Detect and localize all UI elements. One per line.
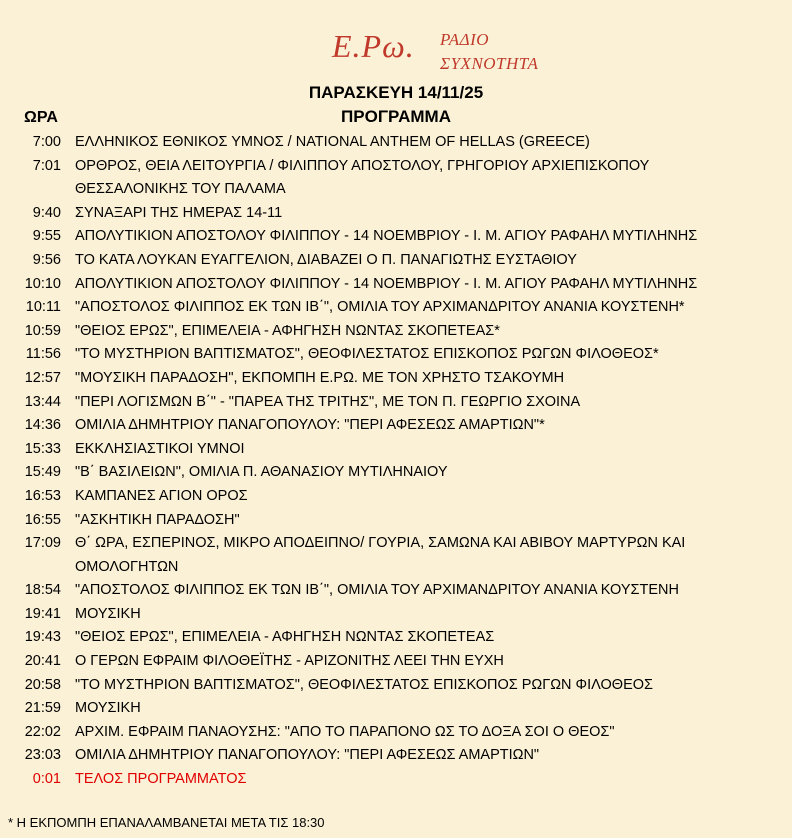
schedule-row <box>0 225 792 249</box>
schedule-time: 9:40 <box>32 204 61 221</box>
schedule-time: 23:03 <box>24 747 61 764</box>
schedule-row <box>0 343 792 367</box>
schedule-time: 20:58 <box>24 676 61 693</box>
schedule-program: ΑΠΟΛΥΤΙΚΙΟΝ ΑΠΟΣΤΟΛΟΥ ΦΙΛΙΠΠΟΥ - 14 ΝΟΕΜΒΡΙΟΥ - Ι. Μ. ΑΓΙΟΥ ΡΑΦΑΗΛ ΜΥΤΙΛΗΝΗΣ <box>75 228 698 245</box>
schedule-program: ΤΟ ΚΑΤΑ ΛΟΥΚΑΝ ΕΥΑΓΓΕΛΙΟΝ, ΔΙΑΒΑΖΕΙ Ο Π. ΠΑΝΑΓΙΩΤΗΣ ΕΥΣΤΑΘΙΟΥ <box>75 251 577 268</box>
schedule-time: 10:10 <box>24 275 61 292</box>
schedule-program: ΟΜΙΛΙΑ ΔΗΜΗΤΡΙΟΥ ΠΑΝΑΓΟΠΟΥΛΟΥ: "ΠΕΡΙ ΑΦΕΣΕΩΣ ΑΜΑΡΤΙΩΝ"* <box>75 417 545 434</box>
schedule-row <box>0 721 792 745</box>
schedule-program: "ΘΕΙΟΣ ΕΡΩΣ", ΕΠΙΜΕΛΕΙΑ - ΑΦΗΓΗΣΗ ΝΩΝΤΑΣ ΣΚΟΠΕΤΕΑΣ <box>75 629 495 646</box>
schedule-program: Θ΄ ΩΡΑ, ΕΣΠΕΡΙΝΟΣ, ΜΙΚΡΟ ΑΠΟΔΕΙΠΝΟ/ ΓΟΥΡΙΑ, ΣΑΜΩΝΑ ΚΑΙ ΑΒΙΒΟΥ ΜΑΡΤΥΡΩΝ ΚΑΙ ΟΜΟΛΟΓΗΤΩΝ <box>75 535 686 575</box>
schedule-program: "ΘΕΙΟΣ ΕΡΩΣ", ΕΠΙΜΕΛΕΙΑ - ΑΦΗΓΗΣΗ ΝΩΝΤΑΣ ΣΚΟΠΕΤΕΑΣ* <box>75 322 500 339</box>
schedule-time: 13:44 <box>24 393 61 410</box>
schedule-row <box>0 155 792 202</box>
logo-tag-line-2: ΣΥΧΝΟΤΗΤΑ <box>440 54 539 73</box>
logo-tag-line-1: ΡΑΔΙΟ <box>440 30 490 49</box>
schedule-time: 22:02 <box>24 723 61 740</box>
page-title: ΠΡΟΓΡΑΜΜΑ <box>340 107 451 126</box>
schedule-time: 17:09 <box>24 535 61 552</box>
schedule-row <box>0 626 792 650</box>
schedule-time: 11:56 <box>25 346 61 363</box>
schedule-time: 7:01 <box>32 157 61 174</box>
schedule-row <box>0 768 792 792</box>
schedule-program: ΟΜΙΛΙΑ ΔΗΜΗΤΡΙΟΥ ΠΑΝΑΓΟΠΟΥΛΟΥ: "ΠΕΡΙ ΑΦΕΣΕΩΣ ΑΜΑΡΤΙΩΝ" <box>75 747 540 764</box>
schedule-row <box>0 438 792 462</box>
schedule-row <box>0 485 792 509</box>
schedule-time: 16:55 <box>24 511 61 528</box>
schedule-row <box>0 249 792 273</box>
schedule-row <box>0 744 792 768</box>
schedule-time: 19:43 <box>24 629 61 646</box>
schedule-row <box>0 296 792 320</box>
schedule-row <box>0 131 792 155</box>
schedule-program: "ΤΟ ΜΥΣΤΗΡΙΟΝ ΒΑΠΤΙΣΜΑΤΟΣ", ΘΕΟΦΙΛΕΣΤΑΤΟΣ ΕΠΙΣΚΟΠΟΣ ΡΩΓΩΝ ΦΙΛΟΘΕΟΣ <box>75 676 654 693</box>
schedule-time: 21:59 <box>24 700 61 717</box>
schedule-time: 15:33 <box>24 440 61 457</box>
schedule-time: 0:01 <box>32 771 61 788</box>
schedule-list <box>0 131 792 792</box>
schedule-program: ΤΕΛΟΣ ΠΡΟΓΡΑΜΜΑΤΟΣ <box>75 771 247 788</box>
schedule-time: 16:53 <box>24 487 61 504</box>
schedule-row <box>0 320 792 344</box>
schedule-time: 9:55 <box>32 228 61 245</box>
schedule-time: 19:41 <box>24 605 61 622</box>
logo-mark: Ε.Ρω. <box>332 28 415 64</box>
schedule-row <box>0 273 792 297</box>
schedule-program: "Β΄ ΒΑΣΙΛΕΙΩΝ", ΟΜΙΛΙΑ Π. ΑΘΑΝΑΣΙΟΥ ΜΥΤΙΛΗΝΑΙΟΥ <box>75 464 448 481</box>
schedule-row <box>0 532 792 579</box>
schedule-time: 14:36 <box>24 417 61 434</box>
schedule-program: "ΠΕΡΙ ΛΟΓΙΣΜΩΝ Β΄" - "ΠΑΡΕΑ ΤΗΣ ΤΡΙΤΗΣ", ΜΕ ΤΟΝ Π. ΓΕΩΡΓΙΟ ΣΧΟΙΝΑ <box>75 393 581 410</box>
schedule-row <box>0 391 792 415</box>
schedule-row <box>0 461 792 485</box>
schedule-row <box>0 509 792 533</box>
schedule-program: "ΑΠΟΣΤΟΛΟΣ ΦΙΛΙΠΠΟΣ ΕΚ ΤΩΝ ΙΒ΄", ΟΜΙΛΙΑ ΤΟΥ ΑΡΧΙΜΑΝΔΡΙΤΟΥ ΑΝΑΝΙΑ ΚΟΥΣΤΕΝΗ <box>75 582 679 599</box>
schedule-program: ΜΟΥΣΙΚΗ <box>75 605 141 622</box>
schedule-program: ΟΡΘΡΟΣ, ΘΕΙΑ ΛΕΙΤΟΥΡΓΙΑ / ΦΙΛΙΠΠΟΥ ΑΠΟΣΤΟΛΟΥ, ΓΡΗΓΟΡΙΟΥ ΑΡΧΙΕΠΙΣΚΟΠΟΥ ΘΕΣΣΑΛΟΝΙΚΗΣ ΤΟΥ ΠΑΛΑΜΑ <box>75 157 650 198</box>
schedule-time: 12:57 <box>24 369 61 386</box>
schedule-program: "ΜΟΥΣΙΚΗ ΠΑΡΑΔΟΣΗ", ΕΚΠΟΜΠΗ Ε.ΡΩ. ΜΕ ΤΟΝ ΧΡΗΣΤΟ ΤΣΑΚΟΥΜΗ <box>75 369 565 386</box>
schedule-program: ΚΑΜΠΑΝΕΣ ΑΓΙΟΝ ΟΡΟΣ <box>75 487 248 504</box>
schedule-program: ΜΟΥΣΙΚΗ <box>75 700 141 717</box>
schedule-row <box>0 603 792 627</box>
schedule-row <box>0 650 792 674</box>
schedule-time: 7:00 <box>32 134 61 150</box>
schedule-row <box>0 367 792 391</box>
schedule-time: 18:54 <box>24 582 61 599</box>
schedule-date: ΠΑΡΑΣΚΕΥΗ 14/11/25 <box>308 83 484 102</box>
schedule-time: 20:41 <box>24 653 61 670</box>
schedule-program: ΑΡΧΙΜ. ΕΦΡΑΙΜ ΠΑΝΑΟΥΣΗΣ: "ΑΠΟ ΤΟ ΠΑΡΑΠΟΝΟ ΩΣ ΤΟ ΔΟΞΑ ΣΟΙ Ο ΘΕΟΣ" <box>75 723 615 740</box>
schedule-program: "ΑΣΚΗΤΙΚΗ ΠΑΡΑΔΟΣΗ" <box>75 511 240 528</box>
footnote: * Η ΕΚΠΟΜΠΗ ΕΠΑΝΑΛΑΜΒΑΝΕΤΑΙ ΜΕΤΑ ΤΙΣ 18:30 <box>8 815 325 830</box>
schedule-program: ΕΛΛΗΝΙΚΟΣ ΕΘΝΙΚΟΣ ΥΜΝΟΣ / NATIONAL ANTHEM OF HELLAS (GREECE) <box>75 134 590 150</box>
logo-tagline <box>440 28 538 76</box>
schedule-program: "ΑΠΟΣΤΟΛΟΣ ΦΙΛΙΠΠΟΣ ΕΚ ΤΩΝ ΙΒ΄", ΟΜΙΛΙΑ ΤΟΥ ΑΡΧΙΜΑΝΔΡΙΤΟΥ ΑΝΑΝΙΑ ΚΟΥΣΤΕΝΗ* <box>75 299 685 316</box>
schedule-row <box>0 579 792 603</box>
schedule-time: 9:56 <box>32 251 61 268</box>
schedule-time: 15:49 <box>24 464 61 481</box>
hour-column-label: ΩΡΑ <box>24 109 58 126</box>
schedule-row <box>0 674 792 698</box>
schedule-time: 10:11 <box>25 299 61 316</box>
schedule-time: 10:59 <box>24 322 61 339</box>
schedule-row <box>0 202 792 226</box>
schedule-program: Ο ΓΕΡΩΝ ΕΦΡΑΙΜ ΦΙΛΟΘΕΪΤΗΣ - ΑΡΙΖΟΝΙΤΗΣ ΛΕΕΙ ΤΗΝ ΕΥΧΗ <box>75 653 504 670</box>
schedule-row <box>0 414 792 438</box>
schedule-program: ΑΠΟΛΥΤΙΚΙΟΝ ΑΠΟΣΤΟΛΟΥ ΦΙΛΙΠΠΟΥ - 14 ΝΟΕΜΒΡΙΟΥ - Ι. Μ. ΑΓΙΟΥ ΡΑΦΑΗΛ ΜΥΤΙΛΗΝΗΣ <box>75 275 698 292</box>
schedule-program: ΕΚΚΛΗΣΙΑΣΤΙΚΟΙ ΥΜΝΟΙ <box>75 440 245 457</box>
schedule-row <box>0 697 792 721</box>
schedule-program: "ΤΟ ΜΥΣΤΗΡΙΟΝ ΒΑΠΤΙΣΜΑΤΟΣ", ΘΕΟΦΙΛΕΣΤΑΤΟΣ ΕΠΙΣΚΟΠΟΣ ΡΩΓΩΝ ΦΙΛΟΘΕΟΣ* <box>75 346 659 363</box>
schedule-program: ΣΥΝΑΞΑΡΙ ΤΗΣ ΗΜΕΡΑΣ 14-11 <box>75 204 283 221</box>
